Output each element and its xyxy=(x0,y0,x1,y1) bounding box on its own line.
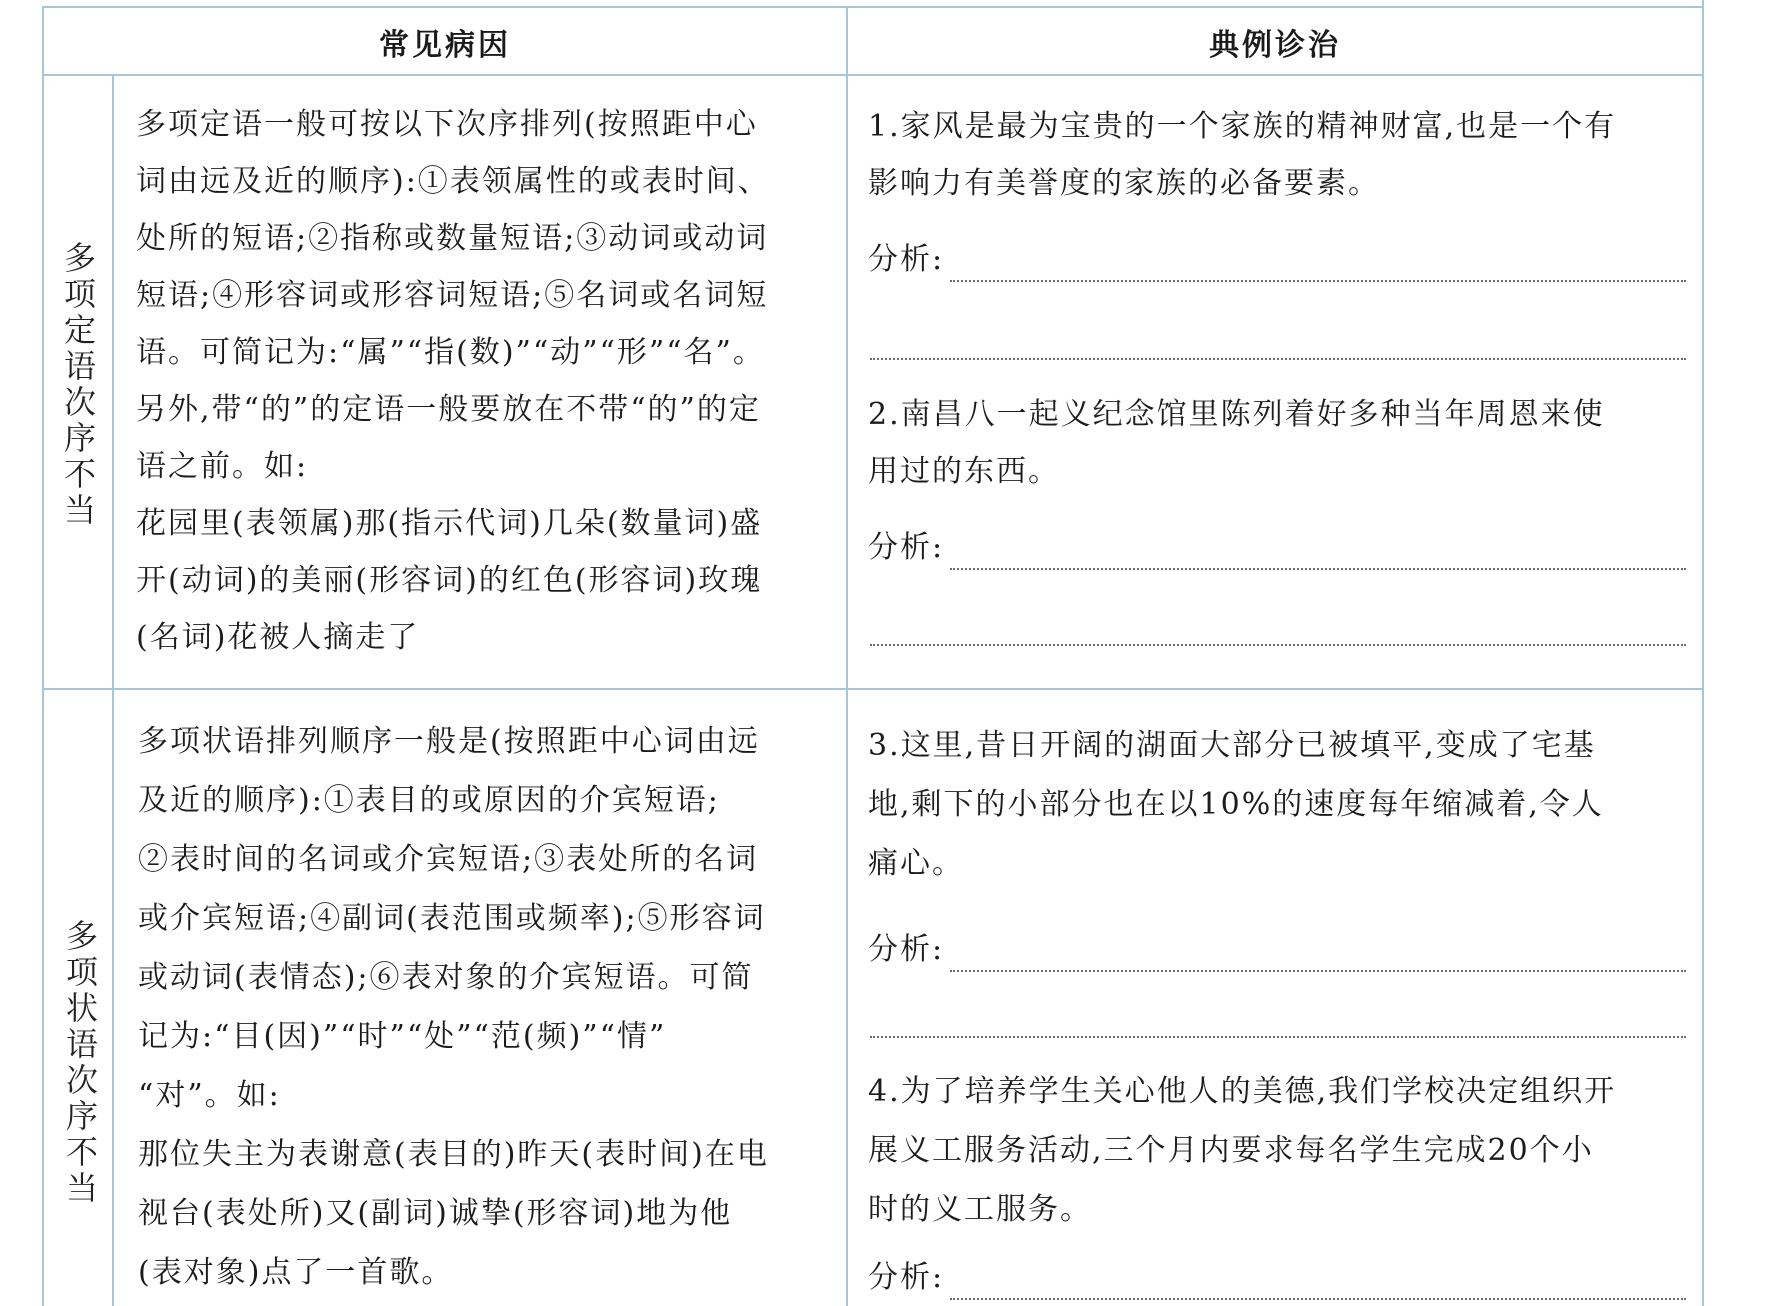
rule-line: “对”。如: xyxy=(138,1078,281,1113)
analysis-field-3[interactable] xyxy=(868,912,1686,972)
example-4: 4.为了培养学生关心他人的美德,我们学校决定组织开 展义工服务活动,三个月内要求每名学生完成20个小 时的义工服务。 xyxy=(868,1074,1617,1227)
rule-line: 及近的顺序):①表目的或原因的介宾短语; xyxy=(138,783,720,818)
rule-line: 视台(表处所)又(副词)诚挚(形容词)地为他 xyxy=(138,1196,733,1231)
rule-line: 记为:“目(因)”“时”“处”“范(频)”“情” xyxy=(138,1019,667,1054)
analysis-label: 分析: xyxy=(868,530,945,565)
rule-line: 开(动词)的美丽(形容词)的红色(形容词)玫瑰 xyxy=(136,563,763,598)
analysis-answer-line[interactable] xyxy=(950,938,1686,972)
rule-line: 多项状语排列顺序一般是(按照距中心词由远 xyxy=(138,724,760,759)
rule-line: 词由远及近的顺序):①表领属性的或表时间、 xyxy=(136,164,770,199)
header-typical-examples: 典例诊治 xyxy=(1209,28,1341,63)
example-3: 3.这里,昔日开阔的湖面大部分已被填平,变成了宅基 地,剩下的小部分也在以10%的速度每年缩减着,令人 痛心。 xyxy=(868,728,1604,881)
rule-line: 花园里(表领属)那(指示代词)几朵(数量词)盛 xyxy=(136,506,763,541)
rule-line: 多项定语一般可按以下次序排列(按照距中心 xyxy=(136,107,758,142)
rule-line: 短语;④形容词或形容词短语;⑤名词或名词短 xyxy=(136,278,769,313)
rule-line: ②表时间的名词或介宾短语;③表处所的名词 xyxy=(138,842,759,877)
table-left-border xyxy=(42,6,44,1306)
section-divider xyxy=(42,688,1704,690)
rule-line: 另外,带“的”的定语一般要放在不带“的”的定 xyxy=(136,392,761,427)
analysis-label: 分析: xyxy=(868,242,945,277)
side-label-attributive-order: 多 项 定 语 次 序 不 当 xyxy=(63,239,96,529)
analysis-blank-line[interactable] xyxy=(870,358,1686,360)
rule-line: 或介宾短语;④副词(表范围或频率);⑤形容词 xyxy=(138,901,766,936)
header-common-causes: 常见病因 xyxy=(379,28,511,63)
table-right-border xyxy=(1702,0,1704,1306)
analysis-label: 分析: xyxy=(868,1260,945,1295)
analysis-field-4[interactable] xyxy=(868,1240,1686,1300)
example-2: 2.南昌八一起义纪念馆里陈列着好多种当年周恩来使 用过的东西。 xyxy=(868,397,1605,489)
analysis-answer-line[interactable] xyxy=(950,1266,1686,1300)
analysis-label: 分析: xyxy=(868,932,945,967)
side-label-adverbial-order: 多 项 状 语 次 序 不 当 xyxy=(65,917,98,1207)
analysis-blank-line[interactable] xyxy=(870,1036,1686,1038)
analysis-field-2[interactable] xyxy=(868,510,1686,570)
rule-line: 语之前。如: xyxy=(136,449,309,484)
rule-line: 处所的短语;②指称或数量短语;③动词或动词 xyxy=(136,221,769,256)
rule-line: (名词)花被人摘走了 xyxy=(136,620,420,655)
rule-line: 语。可简记为:“属”“指(数)”“动”“形”“名”。 xyxy=(136,335,765,370)
analysis-blank-line[interactable] xyxy=(870,644,1686,646)
rule-line: 那位失主为表谢意(表目的)昨天(表时间)在电 xyxy=(138,1137,769,1172)
analysis-field-1[interactable] xyxy=(868,222,1686,282)
analysis-answer-line[interactable] xyxy=(950,248,1686,282)
middle-column-border xyxy=(846,6,848,1306)
rule-text-attributive xyxy=(136,96,836,666)
side-column-border xyxy=(112,74,114,1306)
rule-text-adverbial xyxy=(138,712,838,1302)
example-1: 1.家风是最为宝贵的一个家族的精神财富,也是一个有 影响力有美誉度的家族的必备要素。 xyxy=(868,109,1617,201)
rule-line: 或动词(表情态);⑥表对象的介宾短语。可简 xyxy=(138,960,754,995)
rule-line: (表对象)点了一首歌。 xyxy=(138,1255,454,1290)
analysis-answer-line[interactable] xyxy=(950,536,1686,570)
